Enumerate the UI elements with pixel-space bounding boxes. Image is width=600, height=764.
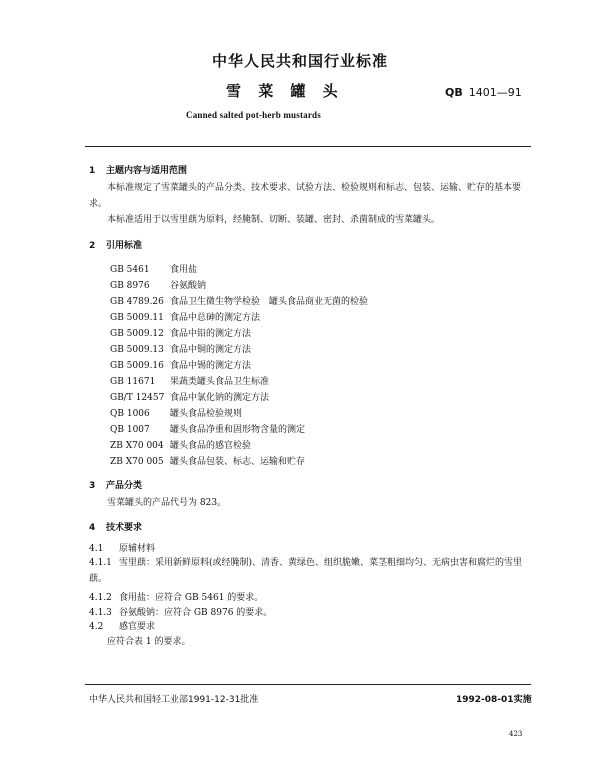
reference-code: ZB X70 005	[110, 457, 164, 467]
standard-type-heading: 中华人民共和国行业标准	[211, 52, 388, 70]
clause-4-2-title: 感官要求	[119, 622, 156, 632]
section-4-title: 技术要求	[106, 523, 143, 533]
section-3-title: 产品分类	[106, 481, 143, 491]
reference-code: GB 8976	[110, 281, 150, 291]
reference-name: 罐头食品净重和固形物含量的测定	[170, 425, 306, 435]
reference-name: 果蔬类罐头食品卫生标准	[170, 377, 270, 387]
reference-code: GB/T 12457	[110, 393, 165, 403]
reference-item	[110, 422, 305, 435]
reference-name: 食品中锡的测定方法	[170, 361, 252, 371]
reference-name: 罐头食品检验规则	[170, 409, 243, 419]
reference-item	[110, 326, 251, 339]
standard-code-prefix: QB	[445, 86, 463, 99]
reference-item	[110, 374, 269, 387]
clause-4-1-1-number: 4.1.1	[89, 558, 112, 568]
standard-code-number: 1401—91	[468, 86, 522, 99]
reference-item	[110, 358, 251, 371]
reference-name: 罐头食品包装、标志、运输和贮存	[170, 457, 306, 467]
clause-4-2-text: 应符合表 1 的要求。	[107, 637, 191, 647]
reference-code: QB 1006	[110, 409, 150, 419]
reference-item	[110, 278, 206, 291]
reference-item	[110, 310, 260, 323]
reference-code: GB 5461	[110, 265, 150, 275]
section-4-number: 4	[89, 523, 96, 533]
clause-4-1-2-number: 4.1.2	[89, 593, 112, 603]
reference-code: GB 11671	[110, 377, 156, 387]
section-3-number: 3	[89, 481, 96, 491]
clause-4-1-2-text: 食用盐：应符合 GB 5461 的要求。	[119, 593, 264, 603]
reference-code: GB 5009.11	[110, 313, 164, 323]
clause-4-1	[89, 541, 155, 554]
reference-name: 食品中铅的测定方法	[170, 329, 252, 339]
standard-code	[445, 86, 522, 99]
reference-name: 食品中铜的测定方法	[170, 345, 252, 355]
reference-name: 食用盐	[170, 265, 198, 275]
section-2-heading	[89, 238, 142, 251]
reference-item	[110, 454, 305, 467]
clause-4-2	[89, 619, 155, 632]
section-1-heading	[89, 163, 187, 176]
reference-code: GB 5009.12	[110, 329, 164, 339]
footer-divider	[85, 684, 531, 685]
clause-4-1-1	[89, 555, 529, 587]
header-divider	[85, 146, 531, 147]
clause-4-1-3-number: 4.1.3	[89, 608, 112, 618]
section-2-number: 2	[89, 241, 96, 251]
clause-4-2-number: 4.2	[89, 622, 104, 632]
reference-item	[110, 294, 368, 307]
reference-code: GB 5009.13	[110, 345, 164, 355]
effective-date: 1992-08-01实施	[456, 695, 532, 705]
reference-name: 罐头食品的感官检验	[170, 441, 252, 451]
clause-4-1-1-text: 雪里蕻：采用新鲜原料(或经腌制)、清香、黄绿色、组织脆嫩、菜茎粗细均匀、无病虫害和腐烂的雪里蕻。	[89, 558, 523, 584]
reference-code: GB 4789.26	[110, 297, 164, 307]
english-title: Canned salted pot-herb mustards	[186, 110, 321, 120]
reference-name: 食品卫生微生物学检验 罐头食品商业无菌的检验	[170, 297, 369, 307]
reference-code: GB 5009.16	[110, 361, 164, 371]
clause-4-1-3-text: 谷氨酸钠：应符合 GB 8976 的要求。	[119, 608, 273, 618]
reference-name: 谷氨酸钠	[170, 281, 207, 291]
reference-name: 食品中总砷的测定方法	[170, 313, 261, 323]
reference-name: 食品中氯化钠的测定方法	[170, 393, 270, 403]
section-1-number: 1	[89, 166, 96, 176]
section-1-paragraph-1: 本标准规定了雪菜罐头的产品分类、技术要求、试验方法、检验规则和标志、包装、运输、贮存的基本要求。	[89, 183, 522, 209]
clause-4-1-2	[89, 590, 263, 603]
section-1-paragraph-2: 本标准适用于以雪里蕻为原料，经腌制、切断、装罐、密封、杀菌制成的雪菜罐头。	[107, 215, 441, 225]
section-3-paragraph: 雪菜罐头的产品代号为 823。	[107, 498, 227, 508]
issuer-approval: 中华人民共和国轻工业部1991-12-31批准	[89, 695, 259, 705]
section-2-title: 引用标准	[106, 241, 143, 251]
reference-item	[110, 438, 251, 451]
section-3-heading	[89, 478, 142, 491]
reference-code: QB 1007	[110, 425, 150, 435]
clause-4-1-3	[89, 605, 272, 618]
clause-4-1-title: 原辅材料	[119, 544, 156, 554]
clause-4-1-number: 4.1	[89, 544, 104, 554]
section-4-heading	[89, 520, 142, 533]
reference-item	[110, 406, 242, 419]
section-1-title: 主题内容与适用范围	[106, 166, 188, 176]
reference-item	[110, 342, 251, 355]
reference-item	[110, 262, 197, 275]
page-number: 423	[509, 730, 523, 738]
reference-code: ZB X70 004	[110, 441, 164, 451]
reference-item	[110, 390, 269, 403]
document-title: 雪 菜 罐 头	[226, 82, 344, 100]
